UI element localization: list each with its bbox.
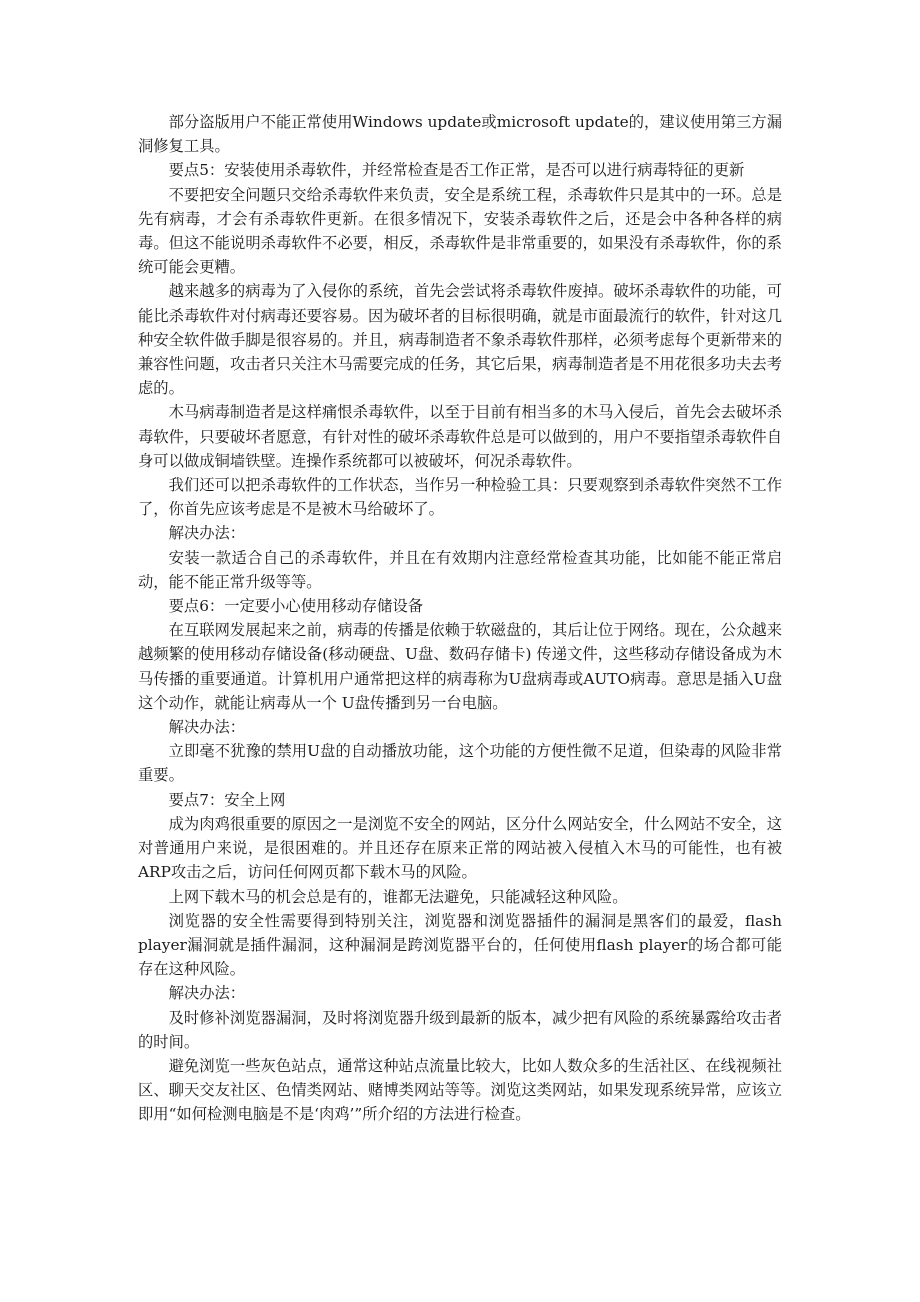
paragraph: 部分盗版用户不能正常使用Windows update或microsoft update的，建议使用第三方漏洞修复工具。	[138, 113, 782, 156]
document-body	[138, 110, 782, 1127]
paragraph: 安装一款适合自己的杀毒软件，并且在有效期内注意经常检查其功能，比如能不能正常启动，能不能正常升级等等。	[138, 548, 782, 591]
paragraph-heading-point-7: 要点7：安全上网	[168, 790, 286, 809]
paragraph: 我们还可以把杀毒软件的工作状态，当作另一种检验工具：只要观察到杀毒软件突然不工作了，你首先应该考虑是不是被木马给破坏了。	[138, 476, 782, 519]
paragraph: 及时修补浏览器漏洞，及时将浏览器升级到最新的版本，减少把有风险的系统暴露给攻击者的时间。	[138, 1008, 782, 1051]
paragraph: 浏览器的安全性需要得到特别关注，浏览器和浏览器插件的漏洞是黑客们的最爱，flash player漏洞就是插件漏洞，这种漏洞是跨浏览器平台的，任何使用flash player的场合都可能存在这种风险。	[138, 911, 782, 979]
paragraph: 不要把安全问题只交给杀毒软件来负责，安全是系统工程，杀毒软件只是其中的一环。总是先有病毒，才会有杀毒软件更新。在很多情况下，安装杀毒软件之后，还是会中各种各样的病毒。但这不能说明杀毒软件不必要，相反，杀毒软件是非常重要的，如果没有杀毒软件，你的系统可能会更糟。	[138, 185, 782, 277]
paragraph-solution-label: 解决办法：	[168, 524, 246, 543]
paragraph: 成为肉鸡很重要的原因之一是浏览不安全的网站，区分什么网站安全，什么网站不安全，这对普通用户来说，是很困难的。并且还存在原来正常的网站被入侵植入木马的可能性，也有被ARP攻击之后，访问任何网页都下载木马的风险。	[138, 814, 782, 882]
paragraph: 在互联网发展起来之前，病毒的传播是依赖于软磁盘的，其后让位于网络。现在，公众越来越频繁的使用移动存储设备(移动硬盘、U盘、数码存储卡) 传递文件，这些移动存储设备成为木马传播的重要通道。计算机用户通常把这样的病毒称为U盘病毒或AUTO病毒。意思是插入U盘这个动作，就能让病毒从一个 U盘传播到另一台电脑。	[138, 621, 782, 712]
paragraph-solution-label: 解决办法：	[168, 718, 246, 737]
paragraph-heading-point-6: 要点6：一定要小心使用移动存储设备	[168, 597, 424, 616]
paragraph: 越来越多的病毒为了入侵你的系统，首先会尝试将杀毒软件废掉。破坏杀毒软件的功能，可能比杀毒软件对付病毒还要容易。因为破坏者的目标很明确，就是市面最流行的软件，针对这几种安全软件做手脚是很容易的。并且，病毒制造者不象杀毒软件那样，必须考虑每个更新带来的兼容性问题，攻击者只关注木马需要完成的任务，其它后果，病毒制造者是不用花很多功夫去考虑的。	[138, 282, 782, 398]
paragraph: 木马病毒制造者是这样痛恨杀毒软件，以至于目前有相当多的木马入侵后，首先会去破坏杀毒软件，只要破坏者愿意，有针对性的破坏杀毒软件总是可以做到的，用户不要指望杀毒软件自身可以做成铜墙铁壁。连操作系统都可以被破坏，何况杀毒软件。	[138, 403, 782, 470]
paragraph: 立即毫不犹豫的禁用U盘的自动播放功能，这个功能的方便性微不足道，但染毒的风险非常重要。	[138, 742, 782, 785]
paragraph-heading-point-5: 要点5：安装使用杀毒软件，并经常检查是否工作正常，是否可以进行病毒特征的更新	[168, 161, 745, 180]
paragraph: 避免浏览一些灰色站点，通常这种站点流量比较大，比如人数众多的生活社区、在线视频社区、聊天交友社区、色情类网站、赌博类网站等等。浏览这类网站，如果发现系统异常，应该立即用“如何检测电脑是不是‘肉鸡’”所介绍的方法进行检查。	[138, 1056, 782, 1124]
paragraph-solution-label: 解决办法：	[168, 984, 246, 1003]
paragraph: 上网下载木马的机会总是有的，谁都无法避免，只能减轻这种风险。	[168, 887, 628, 906]
